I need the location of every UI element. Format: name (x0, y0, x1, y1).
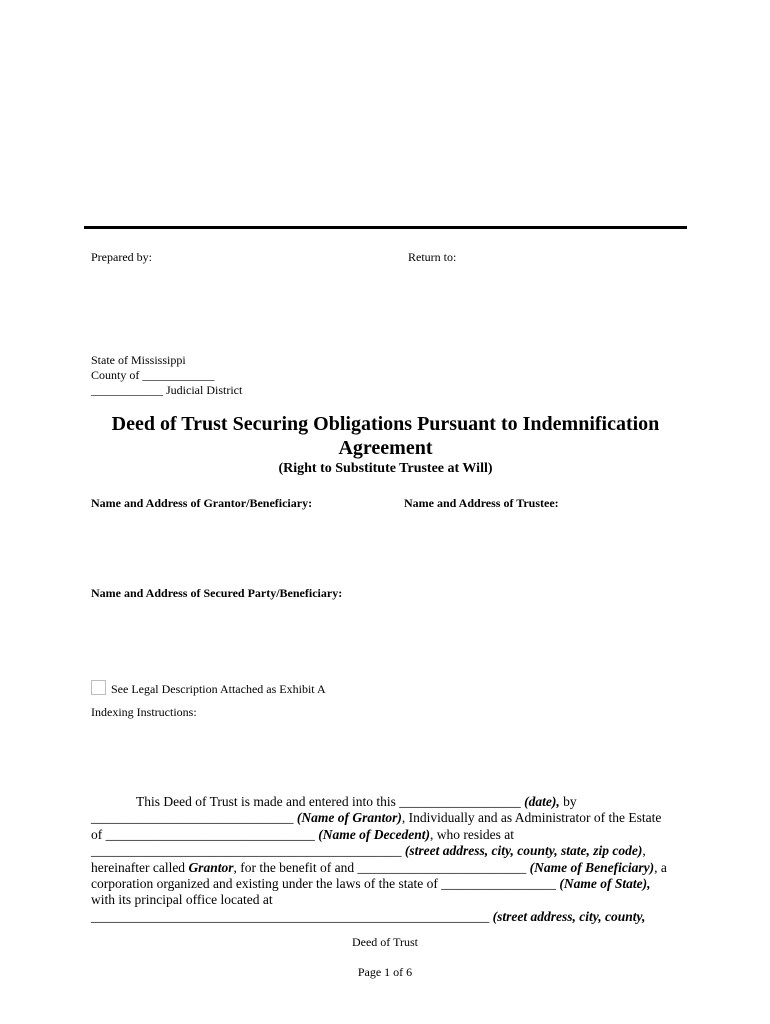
legal-description-label: See Legal Description Attached as Exhibit A (111, 682, 326, 696)
body-line-4: ______________________________________________ (street address, city, county, state, zip code), (91, 843, 646, 859)
secured-party-label: Name and Address of Secured Party/Beneficiary: (91, 586, 343, 600)
body-line-5: hereinafter called Grantor, for the benefit of and _________________________ (Name of Beneficiary), a (91, 859, 667, 875)
header-rule (84, 226, 687, 229)
deed-body (91, 794, 676, 925)
trustee-label: Name and Address of Trustee: (404, 496, 559, 510)
body-line-6: corporation organized and existing under the laws of the state of _________________ (Name of State), (91, 876, 651, 892)
prepared-by-label: Prepared by: (91, 250, 152, 264)
document-subtitle: (Right to Substitute Trustee at Will) (278, 461, 493, 476)
legal-description-checkbox[interactable] (91, 680, 106, 695)
footer-page-number: Page 1 of 6 (357, 965, 413, 979)
title-line-1: Deed of Trust Securing Obligations Pursuant to Indemnification (111, 413, 660, 435)
body-line-2: ______________________________ (Name of Grantor), Individually and as Administrator of the Estate (91, 810, 662, 826)
indexing-instructions-label: Indexing Instructions: (91, 705, 197, 719)
body-line-8: ___________________________________________________________ (street address, city, county, (91, 908, 646, 924)
venue-block (91, 353, 242, 398)
return-to-label: Return to: (408, 250, 457, 264)
venue-district: ____________ Judicial District (91, 383, 243, 397)
venue-county: County of ____________ (91, 368, 215, 382)
footer-document-name: Deed of Trust (351, 935, 418, 949)
grantor-label: Name and Address of Grantor/Beneficiary: (91, 496, 313, 510)
body-line-1: This Deed of Trust is made and entered into this __________________ (date), by (136, 794, 577, 809)
title-line-2: Agreement (338, 437, 433, 459)
venue-state: State of Mississippi (91, 353, 186, 367)
body-line-3: of _______________________________ (Name of Decedent), who resides at (91, 826, 514, 842)
body-line-7: with its principal office located at (91, 892, 273, 908)
document-title (84, 412, 687, 460)
